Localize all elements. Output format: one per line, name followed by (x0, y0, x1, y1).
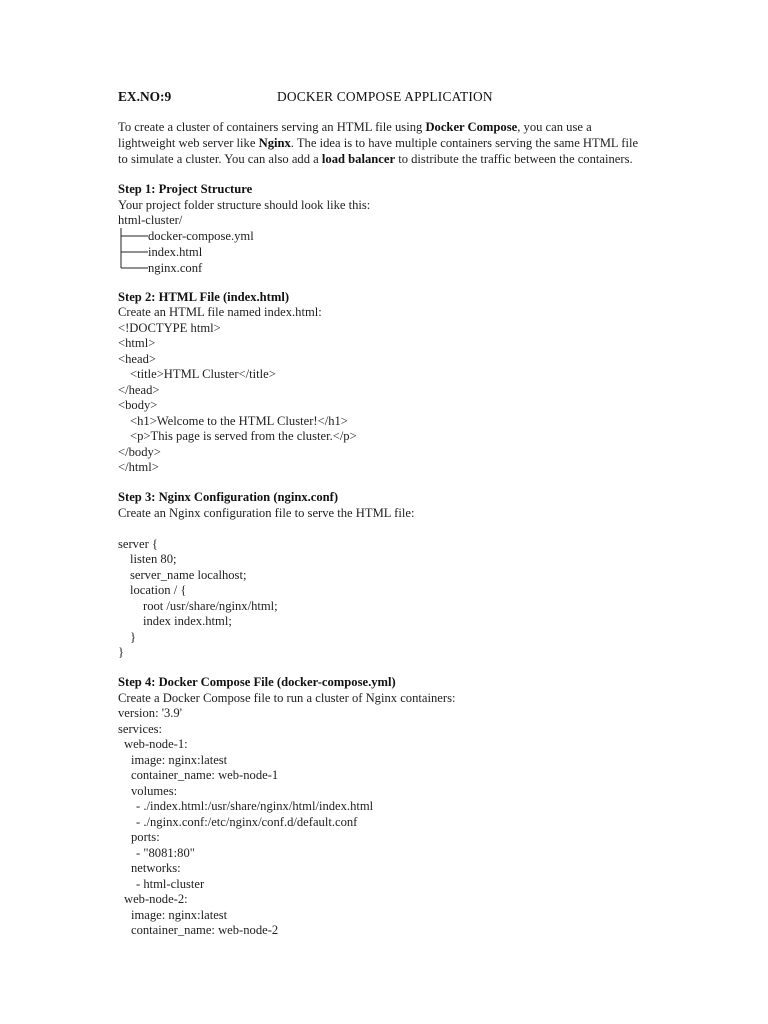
step4-description: Create a Docker Compose file to run a cluster of Nginx containers: (118, 691, 456, 705)
code-line: networks: (131, 861, 181, 875)
step4-heading: Step 4: Docker Compose File (docker-compose.yml) (118, 675, 396, 689)
step2-description: Create an HTML file named index.html: (118, 305, 322, 319)
code-line: volumes: (131, 784, 178, 798)
code-line: root /usr/share/nginx/html; (143, 599, 278, 613)
code-line: } (118, 645, 125, 659)
intro-text: To create a cluster of containers serving an HTML file using (118, 120, 426, 134)
code-line: - "8081:80" (136, 846, 195, 860)
code-line: location / { (130, 583, 187, 597)
code-line: services: (118, 722, 163, 736)
code-line: <h1>Welcome to the HTML Cluster!</h1> (130, 414, 348, 428)
step3-description: Create an Nginx configuration file to serve the HTML file: (118, 506, 415, 520)
code-line: container_name: web-node-2 (131, 923, 279, 937)
code-line: </head> (118, 383, 160, 397)
code-line: listen 80; (130, 552, 177, 566)
code-line: </html> (118, 460, 159, 474)
code-line: - html-cluster (136, 877, 205, 891)
intro-text: to distribute the traffic between the containers. (395, 151, 633, 166)
code-line: image: nginx:latest (131, 753, 228, 767)
code-line: <!DOCTYPE html> (118, 321, 221, 335)
folder-root: html-cluster/ (118, 213, 183, 227)
code-line: version: '3.9' (118, 706, 183, 720)
intro-text: , you can use a lightweight web server like (118, 120, 592, 150)
step3-heading: Step 3: Nginx Configuration (nginx.conf) (118, 490, 339, 504)
step2-heading: Step 2: HTML File (index.html) (118, 290, 290, 304)
exercise-number: EX.NO:9 (118, 89, 172, 104)
intro-text: . The idea is to have multiple containers serving the same HTML file to simulate a cluster. You can also add a (118, 135, 639, 166)
step1-heading: Step 1: Project Structure (118, 182, 253, 196)
tree-file-compose: docker-compose.yml (148, 229, 254, 243)
code-line: <p>This page is served from the cluster.</p> (130, 429, 357, 443)
step1-description: Your project folder structure should look like this: (118, 198, 371, 212)
code-line: web-node-2: (124, 892, 188, 906)
code-line: web-node-1: (124, 737, 188, 751)
intro-bold-load-balancer: load balancer (321, 151, 396, 166)
intro-paragraph (118, 120, 648, 167)
code-line: container_name: web-node-1 (131, 768, 279, 782)
code-line: - ./index.html:/usr/share/nginx/html/index.html (136, 799, 374, 813)
code-line: <title>HTML Cluster</title> (130, 367, 276, 381)
tree-file-index: index.html (148, 245, 203, 259)
tree-file-nginx: nginx.conf (148, 261, 203, 275)
code-line: } (130, 630, 137, 644)
code-line: <head> (118, 352, 156, 366)
code-line: server { (118, 537, 158, 551)
code-line: - ./nginx.conf:/etc/nginx/conf.d/default.conf (136, 815, 358, 829)
code-line: ports: (131, 830, 160, 844)
code-line: </body> (118, 445, 161, 459)
intro-bold-nginx: Nginx (258, 135, 291, 150)
intro-bold-docker-compose: Docker Compose (425, 120, 518, 134)
code-line: <html> (118, 336, 156, 350)
code-line: index index.html; (143, 614, 232, 628)
code-line: server_name localhost; (130, 568, 247, 582)
code-line: image: nginx:latest (131, 908, 228, 922)
page-title: DOCKER COMPOSE APPLICATION (277, 89, 493, 104)
code-line: <body> (118, 398, 158, 412)
